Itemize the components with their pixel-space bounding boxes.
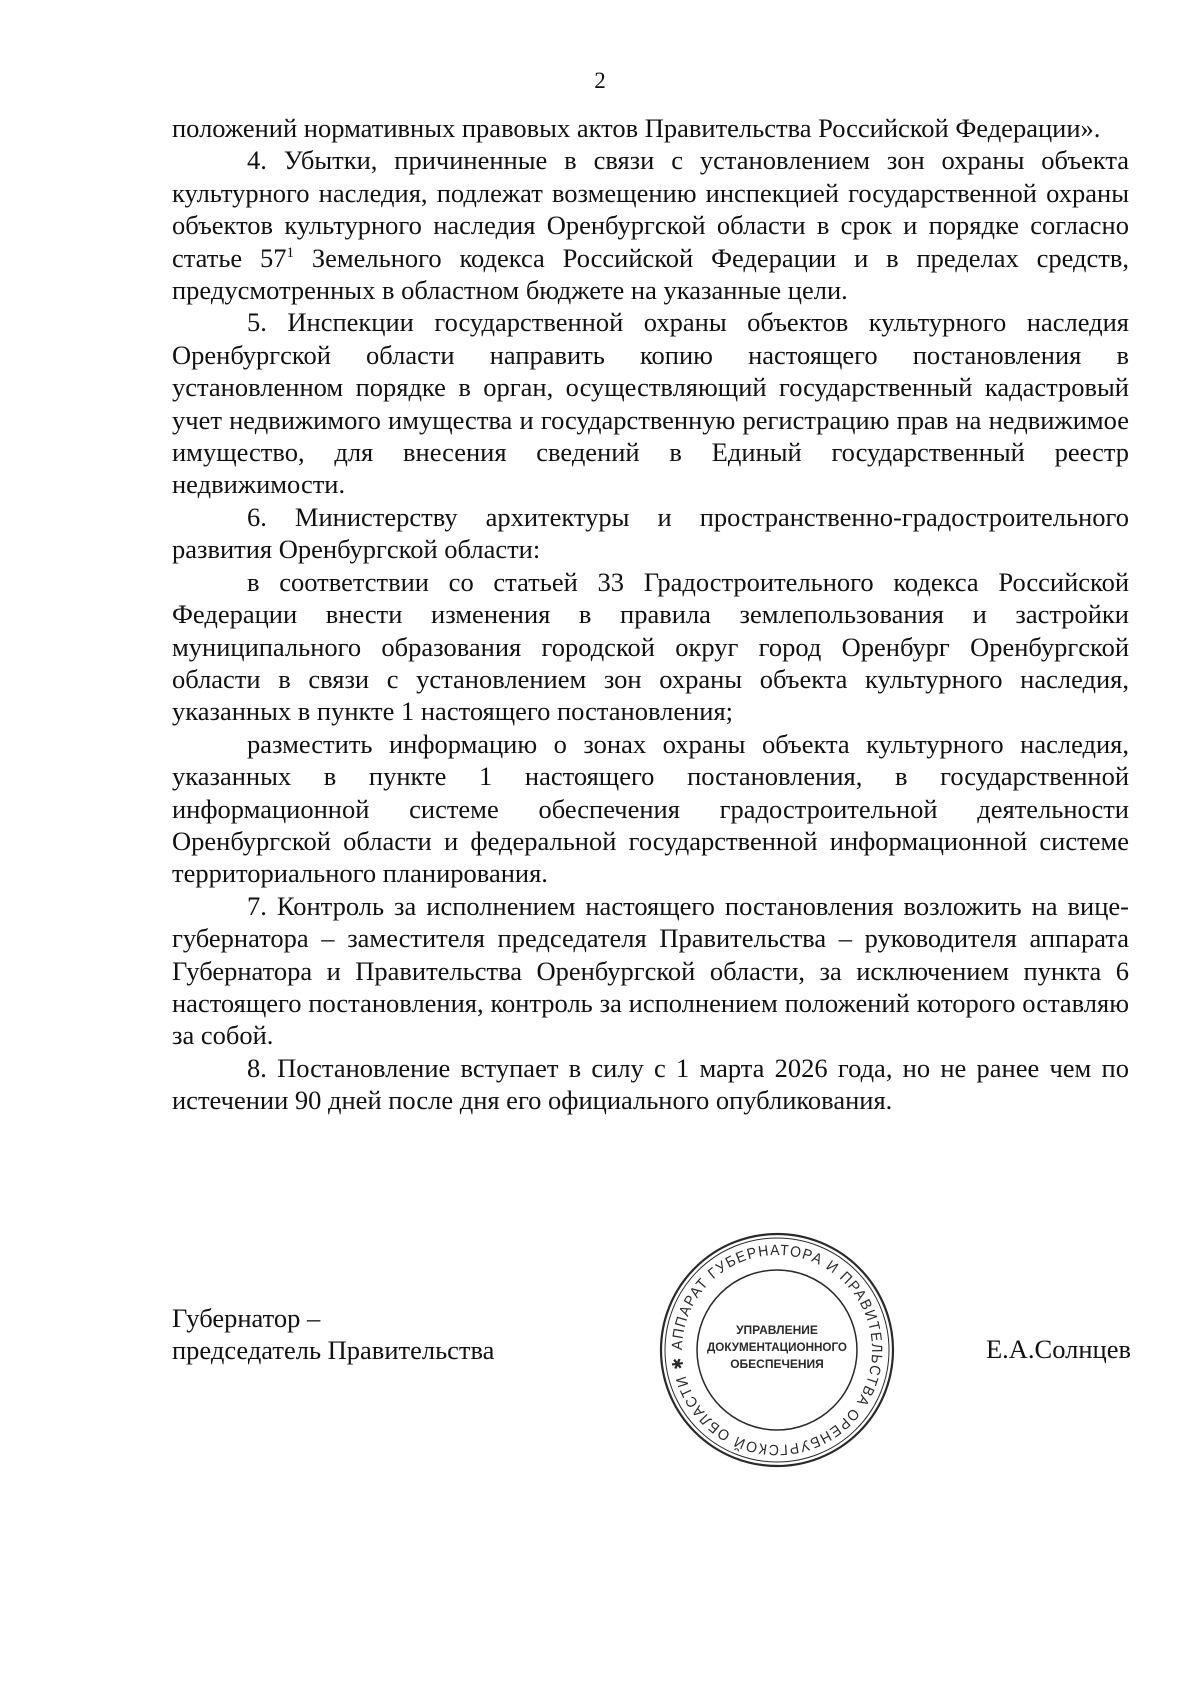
- official-seal-stamp: [659, 1232, 895, 1468]
- paragraph-7: 7. Контроль за исполнением настоящего постановления возложить на вице-губернатора – заместителя председателя Правительства – руководителя аппарата Губернатора и Правительства Оренбургской области, за исключением пункта 6 настоящего постановления, контроль за исполнением положений которого оставляю за собой.: [172, 890, 1129, 1051]
- document-body: [172, 112, 1129, 1117]
- paragraph-6-subitem-2: разместить информацию о зонах охраны объекта культурного наследия, указанных в пункте 1 настоящего постановления, в государственной информационной системе обеспечения градостроительной деятельности Оренбургской области и федеральной государственной информационной системе территориального планирования.: [172, 728, 1129, 889]
- paragraph-continuation: положений нормативных правовых актов Правительства Российской Федерации».: [172, 113, 1101, 143]
- paragraph-5: 5. Инспекции государственной охраны объектов культурного наследия Оренбургской области направить копию настоящего постановления в установленном порядке в орган, осуществляющий государственный кадастровый учет недвижимого имущества и государственную регистрацию прав на недвижимое имущество, для внесения сведений в Единый государственный реестр недвижимости.: [172, 307, 1129, 500]
- paragraph-4-text-after: Земельного кодекса Российской Федерации и в пределах средств, предусмотренных в областном бюджете на указанные цели.: [172, 242, 1129, 306]
- seal-ring-text: АППАРАТ ГУБЕРНАТОРА И ПРАВИТЕЛЬСТВА ОРЕНБУРГСКОЙ ОБЛАСТИ ✱: [668, 1241, 886, 1459]
- signatory-name: Е.А.Солнцев: [985, 1334, 1131, 1364]
- paragraph-8: 8. Постановление вступает в силу с 1 марта 2026 года, но не ранее чем по истечении 90 дней после дня его официального опубликования.: [172, 1052, 1129, 1116]
- seal-center-line-1: УПРАВЛЕНИЕ: [736, 1323, 818, 1337]
- paragraph-4-text-before: 4. Убытки, причиненные в связи с установлением зон охраны объекта культурного наследия, подлежат возмещению инспекцией государственной охраны объектов культурного наследия Оренбургской области в срок и порядке согласно статье 57: [172, 145, 1129, 273]
- seal-center-line-2: ДОКУМЕНТАЦИОННОГО: [707, 1342, 848, 1354]
- paragraph-4: [172, 144, 1129, 306]
- seal-center-line-3: ОБЕСПЕЧЕНИЯ: [730, 1357, 824, 1371]
- paragraph-6: 6. Министерству архитектуры и пространственно-градостроительного развития Оренбургской области:: [172, 501, 1129, 565]
- paragraph-6-subitem-1: в соответствии со статьей 33 Градостроительного кодекса Российской Федерации внести изменения в правила землепользования и застройки муниципального образования городской округ город Оренбург Оренбургской области в связи с установлением зон охраны объекта культурного наследия, указанных в пункте 1 настоящего постановления;: [172, 566, 1129, 727]
- signatory-position: [172, 1302, 494, 1367]
- signatory-position-line-2: председатель Правительства: [172, 1335, 495, 1366]
- article-superscript: 1: [286, 244, 295, 261]
- page-number: 2: [594, 68, 606, 93]
- signatory-position-line-1: Губернатор –: [172, 1303, 321, 1333]
